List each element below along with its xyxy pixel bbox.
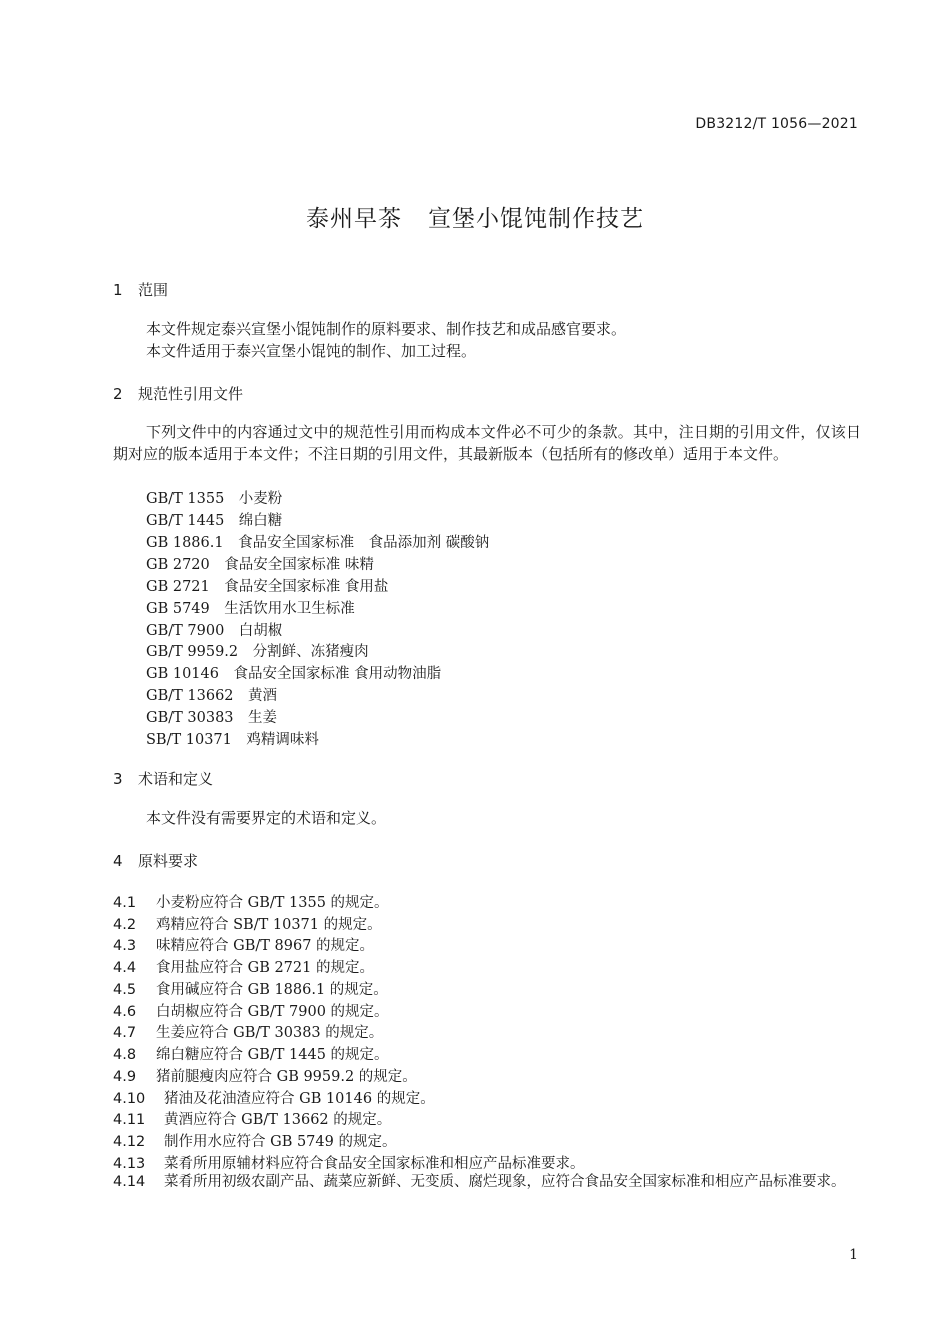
clause-text: 菜肴所用初级农副产品、蔬菜应新鲜、无变质、腐烂现象，应符合食品安全国家标准和相应产品标准要求。	[164, 1174, 846, 1190]
clause-number: 4.13	[113, 1156, 146, 1172]
page-title	[0, 200, 950, 233]
clause-text: 小麦粉应符合 GB/T 1355 的规定。	[156, 895, 389, 911]
clause-text: 生姜应符合 GB/T 30383 的规定。	[156, 1025, 384, 1041]
clause-text: 菜肴所用原辅材料应符合食品安全国家标准和相应产品标准要求。	[164, 1156, 585, 1172]
clause-text: 猪油及花油渣应符合 GB 10146 的规定。	[164, 1091, 435, 1107]
clause-text: 猪前腿瘦肉应符合 GB 9959.2 的规定。	[156, 1069, 417, 1085]
reference-item: GB 1886.1 食品安全国家标准 食品添加剂 碳酸钠	[146, 535, 490, 551]
clause-number: 4.10	[113, 1091, 146, 1107]
requirement-item	[113, 1065, 417, 1086]
page-number: 1	[849, 1247, 858, 1263]
section-number: 3	[113, 770, 123, 788]
clause-number: 4.1	[113, 895, 137, 911]
reference-item: GB 5749 生活饮用水卫生标准	[146, 601, 355, 617]
section-number: 4	[113, 852, 123, 870]
requirement-item	[113, 978, 388, 999]
clause-number: 4.12	[113, 1134, 146, 1150]
clause-text: 制作用水应符合 GB 5749 的规定。	[164, 1134, 397, 1150]
clause-number: 4.7	[113, 1025, 137, 1041]
section-heading-scope	[113, 279, 168, 300]
requirement-item	[113, 1043, 389, 1064]
requirement-item	[113, 956, 374, 977]
reference-item: GB 2721 食品安全国家标准 食用盐	[146, 579, 389, 595]
clause-text: 食用碱应符合 GB 1886.1 的规定。	[156, 982, 388, 998]
section-title: 术语和定义	[138, 770, 214, 788]
requirement-item	[113, 1130, 396, 1151]
clause-number: 4.4	[113, 960, 137, 976]
section-heading-terms	[113, 768, 213, 789]
clause-text: 鸡精应符合 SB/T 10371 的规定。	[156, 917, 382, 933]
reference-item: GB/T 9959.2 分割鲜、冻猪瘦肉	[146, 644, 369, 660]
section-title: 规范性引用文件	[138, 385, 244, 403]
clause-number: 4.11	[113, 1112, 146, 1128]
clause-number: 4.8	[113, 1047, 137, 1063]
requirement-item	[113, 891, 389, 912]
section-title: 范围	[138, 281, 169, 299]
clause-number: 4.5	[113, 982, 137, 998]
clause-text: 白胡椒应符合 GB/T 7900 的规定。	[156, 1004, 389, 1020]
clause-number: 4.3	[113, 938, 137, 954]
requirement-item	[113, 913, 382, 934]
title-part-1: 泰州早茶	[306, 206, 402, 232]
paragraph: 下列文件中的内容通过文中的规范性引用而构成本文件必不可少的条款。其中，注日期的引用文件，仅该日期对应的版本适用于本文件；不注日期的引用文件，其最新版本（包括所有的修改单）适用于本文件。	[113, 423, 861, 463]
reference-item: SB/T 10371 鸡精调味料	[146, 732, 319, 748]
reference-item: GB/T 30383 生姜	[146, 710, 278, 726]
reference-item: GB 2720 食品安全国家标准 味精	[146, 557, 374, 573]
reference-item: GB/T 13662 黄酒	[146, 688, 278, 704]
section-number: 1	[113, 281, 123, 299]
reference-item: GB 10146 食品安全国家标准 食用动物油脂	[146, 666, 442, 682]
standard-code: DB3212/T 1056—2021	[695, 116, 858, 132]
title-part-2: 宣堡小馄饨制作技艺	[428, 206, 644, 232]
clause-text: 黄酒应符合 GB/T 13662 的规定。	[164, 1112, 392, 1128]
clause-text: 味精应符合 GB/T 8967 的规定。	[156, 938, 375, 954]
clause-number: 4.14	[113, 1174, 146, 1190]
paragraph: 本文件适用于泰兴宣堡小馄饨的制作、加工过程。	[146, 342, 477, 360]
requirement-item	[113, 1108, 391, 1129]
section-heading-raw-materials	[113, 850, 198, 871]
reference-item: GB/T 1355 小麦粉	[146, 491, 283, 507]
reference-item: GB/T 1445 绵白糖	[146, 513, 283, 529]
clause-number: 4.9	[113, 1069, 137, 1085]
reference-item: GB/T 7900 白胡椒	[146, 623, 283, 639]
requirement-item	[113, 934, 374, 955]
paragraph: 本文件规定泰兴宣堡小馄饨制作的原料要求、制作技艺和成品感官要求。	[146, 320, 627, 338]
requirement-item	[113, 1087, 435, 1108]
section-heading-normative-references	[113, 383, 243, 404]
requirement-item	[113, 1000, 389, 1021]
clause-text: 食用盐应符合 GB 2721 的规定。	[156, 960, 374, 976]
section-title: 原料要求	[138, 852, 199, 870]
clause-number: 4.2	[113, 917, 137, 933]
requirement-item	[113, 1152, 585, 1173]
paragraph: 本文件没有需要界定的术语和定义。	[146, 809, 387, 827]
section-number: 2	[113, 385, 123, 403]
clause-text: 绵白糖应符合 GB/T 1445 的规定。	[156, 1047, 389, 1063]
requirement-item	[113, 1021, 383, 1042]
clause-number: 4.6	[113, 1004, 137, 1020]
requirement-item	[113, 1171, 861, 1193]
